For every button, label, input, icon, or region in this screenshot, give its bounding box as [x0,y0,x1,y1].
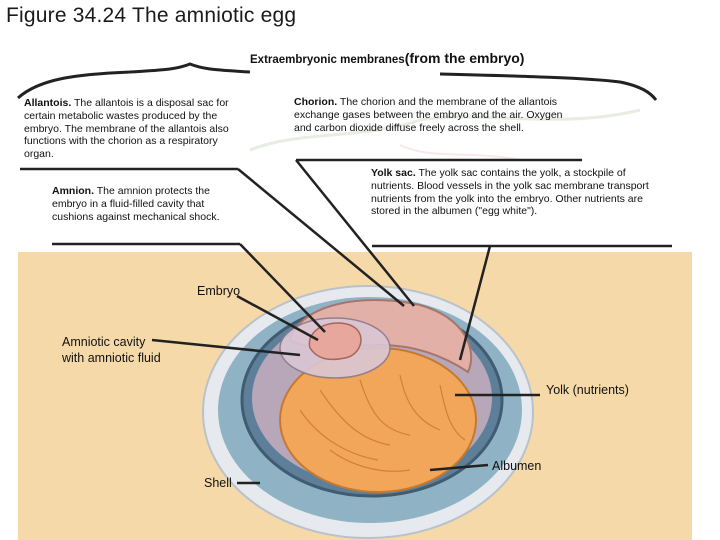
embryo-label: Embryo [197,284,241,298]
amniotic-cavity-line2: with amniotic fluid [62,351,161,365]
amnion-body: The amnion protects the embryo in a fluid-filled cavity that cushions against mechanical shock. [52,185,220,223]
allantois-description [24,97,229,161]
embryo [309,323,361,359]
amniotic-cavity-line1: Amniotic cavity [62,335,146,349]
figure-title: Figure 34.24 The amniotic egg [6,4,297,27]
shell-label: Shell [204,476,232,490]
amnion-name: Amnion. [52,185,94,197]
yolksac-description [371,167,671,218]
yolksac-name: Yolk sac. [371,167,416,179]
allantois-name: Allantois. [24,97,72,109]
amnion-description [52,185,232,223]
chorion-body: The chorion and the membrane of the allantois exchange gases between the embryo and the air. Oxygen and carbon dioxide diffuse freely across the shell. [294,96,563,134]
brace-left [18,64,250,98]
allantois-body: The allantois is a disposal sac for certain metabolic wastes produced by the embryo. The membrane of the allantois also functions with the chorion as a respiratory organ. [24,97,229,161]
yolksac-body: The yolk sac contains the yolk, a stockpile of nutrients. Blood vessels in the yolk sac membrane transport nutrients from the yolk into the embryo. Other nutrients are stored in the albumen ("egg white"). [371,167,649,218]
extraembryonic-label: Extraembryonic membranes [250,54,405,66]
extraembryonic-heading [250,50,524,68]
yolk-label: Yolk (nutrients) [546,383,629,397]
albumen-label: Albumen [492,459,542,473]
chorion-description [294,96,564,134]
extraembryonic-suffix: (from the embryo) [404,50,525,66]
amniotic-cavity-label [62,334,161,366]
chorion-name: Chorion. [294,96,338,108]
